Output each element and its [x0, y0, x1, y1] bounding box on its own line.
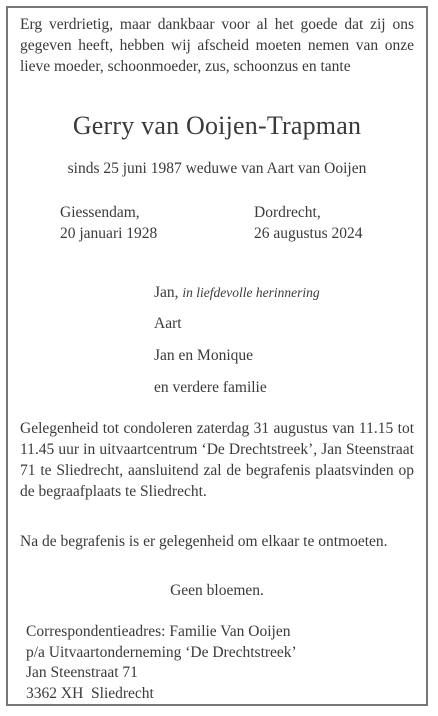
no-flowers: Geen bloemen.	[170, 582, 264, 599]
birth-place: Giessendam,	[60, 204, 140, 221]
correspondence-address	[26, 622, 297, 704]
family-jan	[154, 284, 320, 302]
widow-line: sinds 25 juni 1987 weduwe van Aart van Ooijen	[67, 160, 367, 177]
condolence-text: Gelegenheid tot condoleren zaterdag 31 augustus van 11.15 tot 11.45 uur in uitvaartcentrum ‘De Drechtstreek’, Jan Steenstraat 71 te Sliedrecht, aansluitend zal de begrafenis plaatsvinden op de begraafplaats te Sliedrecht.	[20, 420, 414, 500]
after-funeral-text: Na de begrafenis is er gelegenheid om elkaar te ontmoeten.	[20, 533, 388, 550]
death-place: Dordrecht,	[254, 204, 321, 221]
family-jan-monique: Jan en Monique	[154, 347, 254, 364]
death-info	[254, 202, 363, 244]
birth-date: 20 januari 1928	[60, 225, 158, 242]
deceased-name: Gerry van Ooijen-Trapman	[72, 111, 362, 140]
address-line-2: p/a Uitvaartonderneming ‘De Drechtstreek’	[26, 643, 297, 661]
address-line-3: Jan Steenstraat 71	[26, 664, 138, 681]
intro-text: Erg verdrietig, maar dankbaar voor al het goede dat zij ons gegeven heeft, hebben wij afscheid moeten nemen van onze lieve moeder, schoonmoeder, zus, schoonzus en tante	[20, 16, 414, 75]
family-aart: Aart	[154, 315, 182, 332]
address-line-4: 3362 XH Sliedrecht	[26, 684, 154, 702]
family-jan-name: Jan,	[154, 284, 179, 301]
birth-info	[60, 202, 157, 244]
address-line-1: Correspondentieadres: Familie Van Ooijen	[26, 623, 291, 640]
family-jan-note: in liefdevolle herinnering	[182, 285, 320, 300]
family-other: en verdere familie	[154, 379, 267, 396]
death-date: 26 augustus 2024	[254, 225, 363, 242]
